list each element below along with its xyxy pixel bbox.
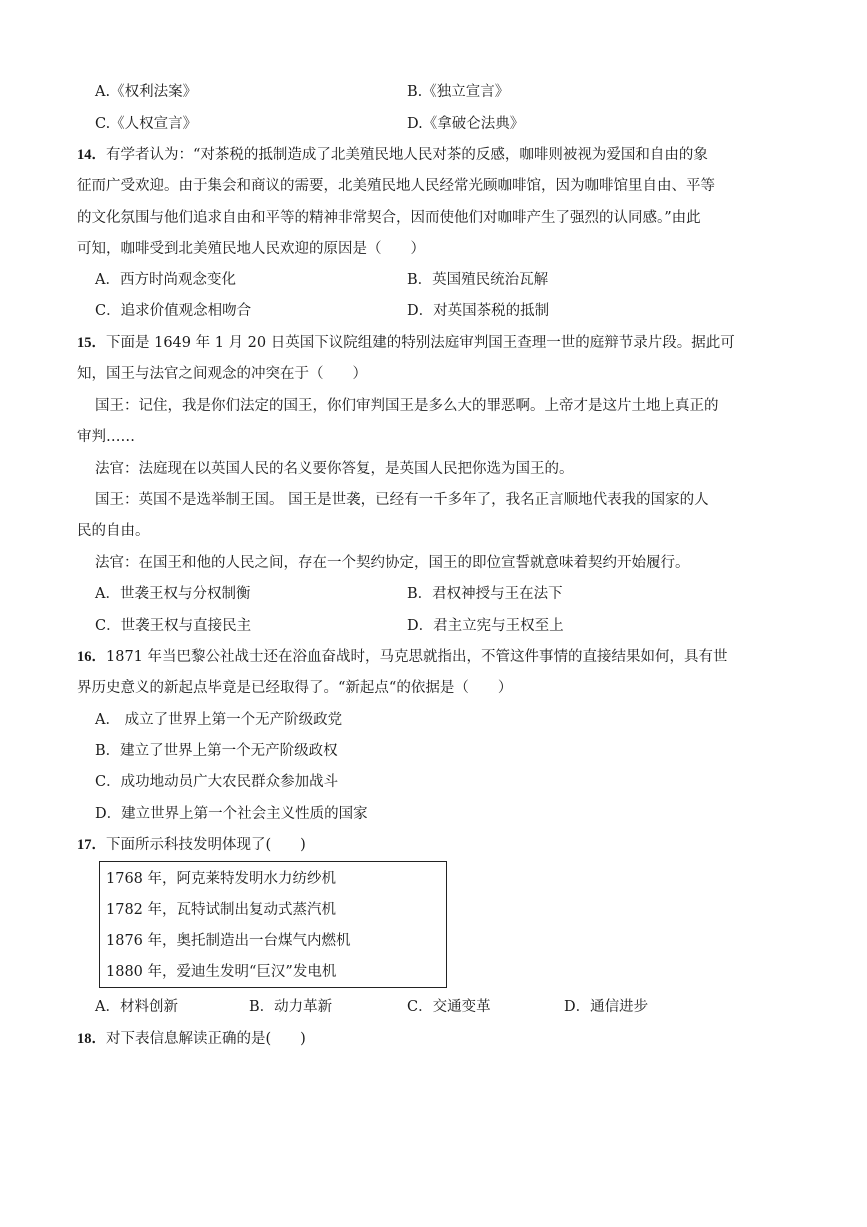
q16-number: 16． [77,649,106,665]
q16-stem-line-1: 16．1871 年当巴黎公社战士还在浴血奋战时，马克思就指出，不管这件事情的直接结果如何，具有世 [77,649,728,665]
q15-option-a: A．世袭王权与分权制衡 [95,586,251,602]
q16-option-d: D．建立世界上第一个社会主义性质的国家 [95,806,368,822]
q16-stem-line-2: 界历史意义的新起点毕竟是已经取得了。“新起点“的依据是（ ） [77,680,513,696]
q14-option-c: C．追求价值观念相吻合 [95,303,252,319]
q15-number: 15． [77,335,106,351]
q16-option-c: C．成功地动员广大农民群众参加战斗 [95,774,339,790]
q15-dialogue-king-2b: 民的自由。 [77,523,150,539]
q17-option-d: D．通信进步 [564,999,649,1015]
q16-option-b: B．建立了世界上第一个无产阶级政权 [95,743,338,759]
q13-option-a: A.《权利法案》 [95,84,198,100]
q14-stem-line-3: 的文化氛围与他们追求自由和平等的精神非常契合，因而使他们对咖啡产生了强烈的认同感。”由此 [77,210,701,226]
q15-option-b: B．君权神授与王在法下 [407,586,563,602]
q15-dialogue-king-1a: 国王：记住，我是你们法定的国王，你们审判国王是多么大的罪恶啊。上帝才是这片土地上真正的 [95,398,719,414]
q13-option-c: C.《人权宣言》 [95,116,198,132]
q18-stem: 18．对下表信息解读正确的是( ) [77,1031,306,1047]
q17-number: 17． [77,837,106,853]
q14-stem-line-1: 14．有学者认为：“对茶税的抵制造成了北美殖民地人民对茶的反感，咖啡则被视为爱国和自由的象 [77,147,708,163]
q17-option-a: A．材料创新 [95,999,178,1015]
q13-option-d: D.《拿破仑法典》 [407,116,525,132]
q15-dialogue-king-1b: 审判…… [77,429,135,445]
q14-number: 14． [77,147,106,163]
q14-stem-line-4: 可知，咖啡受到北美殖民地人民欢迎的原因是（ ） [77,241,425,257]
q17-material-line-2: 1782 年，瓦特试制出复动式蒸汽机 [106,902,337,918]
q14-option-d: D．对英国茶税的抵制 [407,303,550,319]
q17-stem: 17．下面所示科技发明体现了( ) [77,837,306,853]
q15-option-d: D．君主立宪与王权至上 [407,618,564,634]
q17-option-b: B．动力革新 [249,999,333,1015]
q15-dialogue-king-2a: 国王：英国不是选举制王国。 国王是世袭，已经有一千多年了，我名正言顺地代表我的国家的人 [95,492,709,508]
q15-stem-line-2: 知，国王与法官之间观念的冲突在于（ ） [77,366,367,382]
q18-number: 18． [77,1031,106,1047]
q17-material-line-4: 1880 年，爱迪生发明“巨汉”发电机 [106,964,337,980]
q13-option-b: B.《独立宣言》 [407,84,510,100]
q15-option-c: C．世袭王权与直接民主 [95,618,252,634]
q15-dialogue-judge-2: 法官：在国王和他的人民之间，存在一个契约协定，国王的即位宣誓就意味着契约开始履行。 [95,555,690,571]
q17-option-c: C．交通变革 [407,999,491,1015]
q14-stem-line-2: 征而广受欢迎。由于集会和商议的需要，北美殖民地人民经常光顾咖啡馆，因为咖啡馆里自由、平等 [77,178,715,194]
q14-option-b: B．英国殖民统治瓦解 [407,272,549,288]
q17-material-line-1: 1768 年，阿克莱特发明水力纺纱机 [106,871,337,887]
q14-option-a: A．西方时尚观念变化 [95,272,236,288]
q16-option-a: A． 成立了世界上第一个无产阶级政党 [95,712,343,728]
q15-stem-line-1: 15．下面是 1649 年 1 月 20 日英国下议院组建的特别法庭审判国王查理一世的庭辩节录片段。据此可 [77,335,735,351]
q15-dialogue-judge-1: 法官：法庭现在以英国人民的名义要你答复，是英国人民把你选为国王的。 [95,461,574,477]
q17-material-line-3: 1876 年，奥托制造出一台煤气内燃机 [106,933,351,949]
